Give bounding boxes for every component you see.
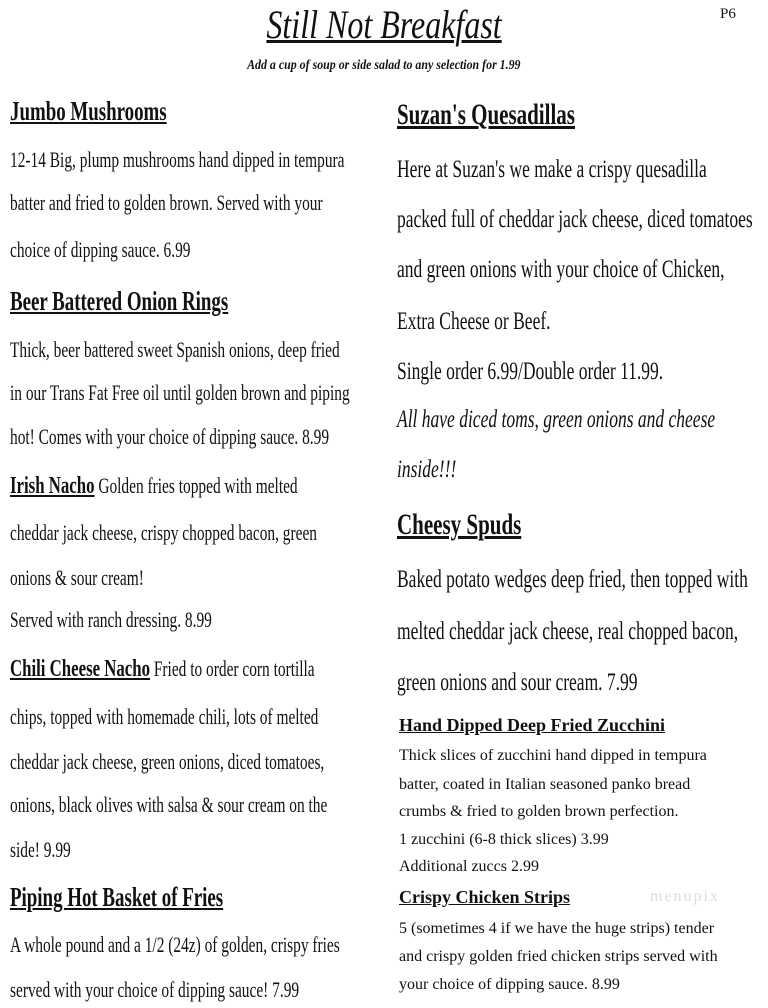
- item-desc-line: Served with ranch dressing. 8.99: [10, 607, 212, 632]
- item-desc-line: 1 zucchini (6-8 thick slices) 3.99: [399, 831, 609, 848]
- item-desc-line: in our Trans Fat Free oil until golden brown and piping: [10, 380, 350, 405]
- item-desc-text: Fried to order corn tortilla: [150, 656, 315, 681]
- item-desc-line: hot! Comes with your choice of dipping sauce. 8.99: [10, 424, 330, 449]
- subtitle-text: Add a cup of soup or side salad to any selection for 1.99: [247, 58, 521, 73]
- item-desc-line: cheddar jack cheese, crispy chopped bacon, green: [10, 520, 317, 545]
- item-desc-text: Golden fries topped with melted: [94, 473, 298, 498]
- item-heading-chicken-strips: Crispy Chicken Strips: [399, 887, 571, 907]
- page-title: [140, 2, 628, 48]
- item-desc-line: served with your choice of dipping sauce! 7.99: [10, 977, 300, 1002]
- item-desc-line: chips, topped with homemade chili, lots of melted: [10, 704, 319, 729]
- item-desc-line: crumbs & fried to golden brown perfection.: [399, 803, 679, 820]
- item-desc-line: packed full of cheddar jack cheese, diced tomatoes: [397, 206, 753, 233]
- item-desc-line: onions & sour cream!: [10, 565, 144, 590]
- item-desc-line: 5 (sometimes 4 if we have the huge strips) tender: [399, 920, 715, 937]
- item-heading-fries: Piping Hot Basket of Fries: [10, 882, 224, 912]
- subtitle: [100, 58, 668, 74]
- item-desc-line: Single order 6.99/Double order 11.99.: [397, 358, 664, 385]
- item-desc-line: Extra Cheese or Beef.: [397, 308, 551, 335]
- page-number: P6: [720, 6, 736, 22]
- item-desc-line: Baked potato wedges deep fried, then topped with: [397, 566, 748, 593]
- item-desc-line: your choice of dipping sauce. 8.99: [399, 976, 620, 993]
- item-note-line: All have diced toms, green onions and cheese: [397, 406, 716, 433]
- item-heading-quesadillas: Suzan's Quesadillas: [397, 98, 575, 131]
- item-desc-line: melted cheddar jack cheese, real chopped bacon,: [397, 618, 739, 645]
- item-chili-cheese-nacho: [10, 656, 315, 682]
- item-desc-line: Here at Suzan's we make a crispy quesadilla: [397, 156, 707, 183]
- item-desc-line: cheddar jack cheese, green onions, diced tomatoes,: [10, 749, 325, 774]
- item-desc-line: batter, coated in Italian seasoned panko bread: [399, 776, 691, 793]
- item-desc-line: and green onions with your choice of Chicken,: [397, 256, 725, 283]
- item-desc-line: 12-14 Big, plump mushrooms hand dipped in tempura: [10, 147, 345, 172]
- item-desc-line: green onions and sour cream. 7.99: [397, 669, 638, 696]
- item-heading-cheesy-spuds: Cheesy Spuds: [397, 508, 522, 541]
- item-desc-line: Additional zuccs 2.99: [399, 858, 539, 875]
- item-heading-chili-cheese-nacho: Chili Cheese Nacho: [10, 656, 150, 682]
- watermark: menupix: [650, 888, 720, 905]
- title-text: Still Not Breakfast: [266, 2, 502, 47]
- item-desc-line: side! 9.99: [10, 837, 71, 862]
- item-note-line: inside!!!: [397, 456, 457, 483]
- item-irish-nacho: [10, 473, 298, 499]
- item-heading-irish-nacho: Irish Nacho: [10, 473, 95, 499]
- item-desc-line: Thick slices of zucchini hand dipped in tempura: [399, 747, 707, 764]
- item-desc-line: choice of dipping sauce. 6.99: [10, 237, 191, 262]
- item-desc-line: batter and fried to golden brown. Served with your: [10, 190, 323, 215]
- item-heading-onion-rings: Beer Battered Onion Rings: [10, 286, 229, 316]
- item-desc-line: and crispy golden fried chicken strips served with: [399, 948, 718, 965]
- item-desc-line: onions, black olives with salsa & sour cream on the: [10, 792, 328, 817]
- item-desc-line: Thick, beer battered sweet Spanish onions, deep fried: [10, 337, 340, 362]
- item-desc-line: A whole pound and a 1/2 (24z) of golden, crispy fries: [10, 932, 340, 957]
- item-heading-zucchini: Hand Dipped Deep Fried Zucchini: [399, 715, 666, 735]
- item-heading-jumbo-mushrooms: Jumbo Mushrooms: [10, 96, 167, 126]
